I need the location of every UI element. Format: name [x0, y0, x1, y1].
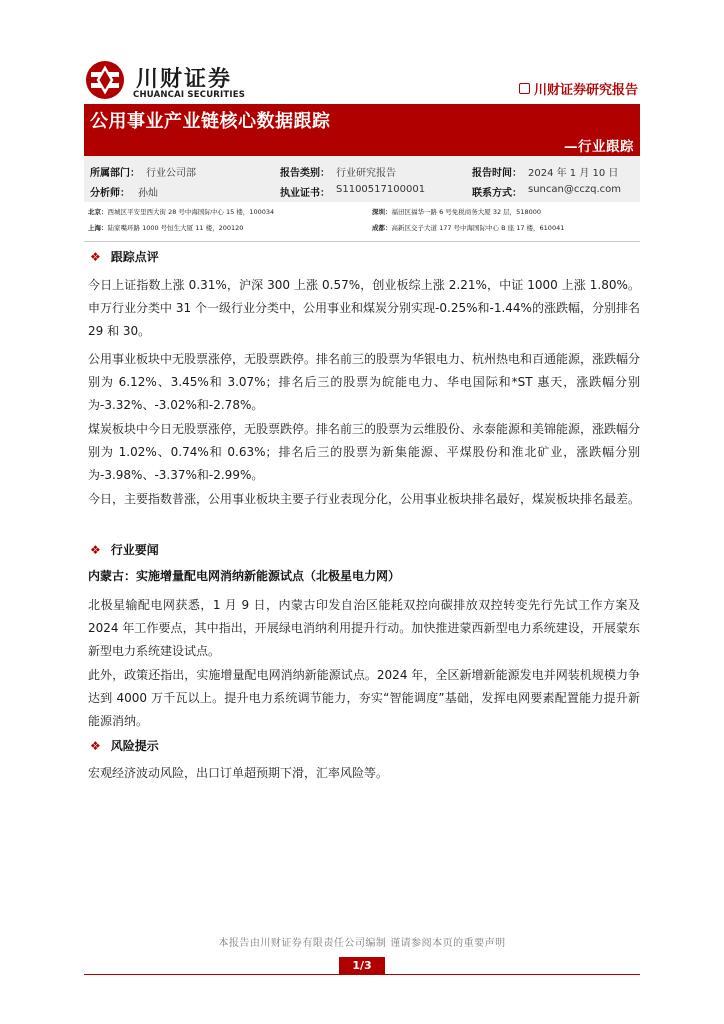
section-title: 行业要闻: [110, 543, 159, 557]
contact-label: 联系方式：: [472, 188, 522, 199]
cert-label: 执业证书：: [280, 188, 330, 199]
paragraph-conclusion: 今日，主要指数普涨，公用事业板块主要子行业表现分化，公用事业板块排名最好，煤炭板块排名最差。: [88, 492, 641, 506]
address-chengdu: [372, 223, 564, 232]
shenzhen-address: 福田区福华一路 6 号免税商务大厦 32 层，518000: [391, 208, 541, 216]
diamond-bullet-icon: ❖: [90, 738, 101, 753]
chengdu-address: 高新区交子大道 177 号中海国际中心 B 座 17 楼，610041: [391, 224, 565, 232]
address-shenzhen: [372, 207, 541, 216]
news-headline: 内蒙古：实施增量配电网消纳新能源试点（北极星电力网）: [88, 569, 401, 583]
paragraph-news-detail-2: 此外，政策还指出，实施增量配电网消纳新能源试点。2024 年，全区新增新能源发电并网装机规模力争达到 4000 万千瓦以上。提升电力系统调节能力，夯实“智能调度”基础，发挥电网要素配置能力提升新能源消纳。: [88, 668, 640, 728]
paragraph-news-detail-1: 北极星输配电网获悉，1 月 9 日，内蒙古印发自治区能耗双控向碳排放双控转变先行先试工作方案及 2024 年工作要点，其中指出，开展绿电消纳利用提升行动。加快推进蒙西新型电力系统建设，开展蒙东新型电力系统建设试点。: [88, 598, 640, 658]
section-tracking-comment-heading: [90, 248, 159, 265]
section-risk-heading: [90, 737, 159, 754]
report-meta-box: [84, 156, 640, 202]
shanghai-label: 上海：: [88, 224, 108, 232]
company-logo-icon: [85, 60, 125, 100]
shanghai-address: 陆家嘴环路 1000 号恒生大厦 11 楼，200120: [107, 224, 244, 232]
meta-row-2: [84, 179, 640, 201]
dept-label: 所属部门：: [90, 168, 140, 179]
footer-disclaimer: 本报告由川财证券有限责任公司编制 谨请参阅本页的重要声明: [218, 938, 506, 949]
header-divider: [84, 241, 640, 242]
report-series-label: 川财证券研究报告: [533, 83, 638, 98]
logo-chinese-name: 川财证券: [136, 67, 233, 92]
shenzhen-label: 深圳：: [372, 208, 392, 216]
address-beijing: [88, 207, 274, 216]
beijing-label: 北京：: [88, 208, 108, 216]
logo-english-name: CHUANCAI SECURITIES: [133, 90, 246, 100]
report-title: 公用事业产业链核心数据跟踪: [90, 111, 331, 132]
analyst-value: 孙灿: [138, 188, 158, 199]
report-subtitle: —行业跟踪: [564, 139, 634, 155]
footer-divider: [84, 974, 640, 975]
address-shanghai: [88, 223, 243, 232]
section-industry-news-heading: [90, 541, 159, 558]
diamond-bullet-icon: ❖: [90, 542, 101, 557]
beijing-address: 西城区平安里西大街 28 号中海国际中心 15 楼，100034: [107, 208, 275, 216]
report-type-value: 行业研究报告: [336, 168, 396, 179]
report-time-label: 报告时间：: [472, 168, 522, 179]
tag-square-icon: [519, 83, 530, 94]
report-type-label: 报告类别：: [280, 168, 330, 179]
paragraph-utilities-sector: 公用事业板块中无股票涨停，无股票跌停。排名前三的股票为华银电力、杭州热电和百通能源，涨跌幅分别为 6.12%、3.45%和 3.07%；排名后三的股票为皖能电力、华电国际和*ST 惠天，涨跌幅分别为-3.32%、-3.02%和-2.78%。: [88, 352, 641, 412]
analyst-label: 分析师：: [90, 188, 130, 199]
paragraph-risk: 宏观经济波动风险，出口订单超预期下滑，汇率风险等。: [88, 766, 389, 780]
meta-row-1: [84, 159, 640, 181]
report-time-value: 2024 年 1 月 10 日: [528, 168, 619, 179]
chengdu-label: 成都：: [372, 224, 392, 232]
section-title: 风险提示: [110, 739, 159, 753]
diamond-bullet-icon: ❖: [90, 249, 101, 264]
section-title: 跟踪点评: [110, 250, 159, 264]
report-series-tag: [519, 79, 638, 98]
paragraph-market-summary: 今日上证指数上涨 0.31%，沪深 300 上涨 0.57%，创业板综上涨 2.21%，中证 1000 上涨 1.80%。申万行业分类中 31 个一级行业分类中，公用事业和煤炭分别实现-0.25%和-1.44%的涨跌幅，分别排名 29 和 30。: [88, 278, 640, 338]
cert-value: S1100517100001: [336, 184, 426, 195]
paragraph-coal-sector: 煤炭板块中今日无股票涨停，无股票跌停。排名前三的股票为云维股份、永泰能源和美锦能源，涨跌幅分别为 1.02%、0.74%和 0.63%；排名后三的股票为新集能源、平煤股份和淮北矿业，涨跌幅分别为-3.98%、-3.37%和-2.99%。: [88, 422, 641, 482]
dept-value: 行业公司部: [146, 168, 196, 179]
page-number: 1/3: [339, 957, 385, 974]
contact-value[interactable]: suncan@cczq.com: [528, 184, 621, 195]
